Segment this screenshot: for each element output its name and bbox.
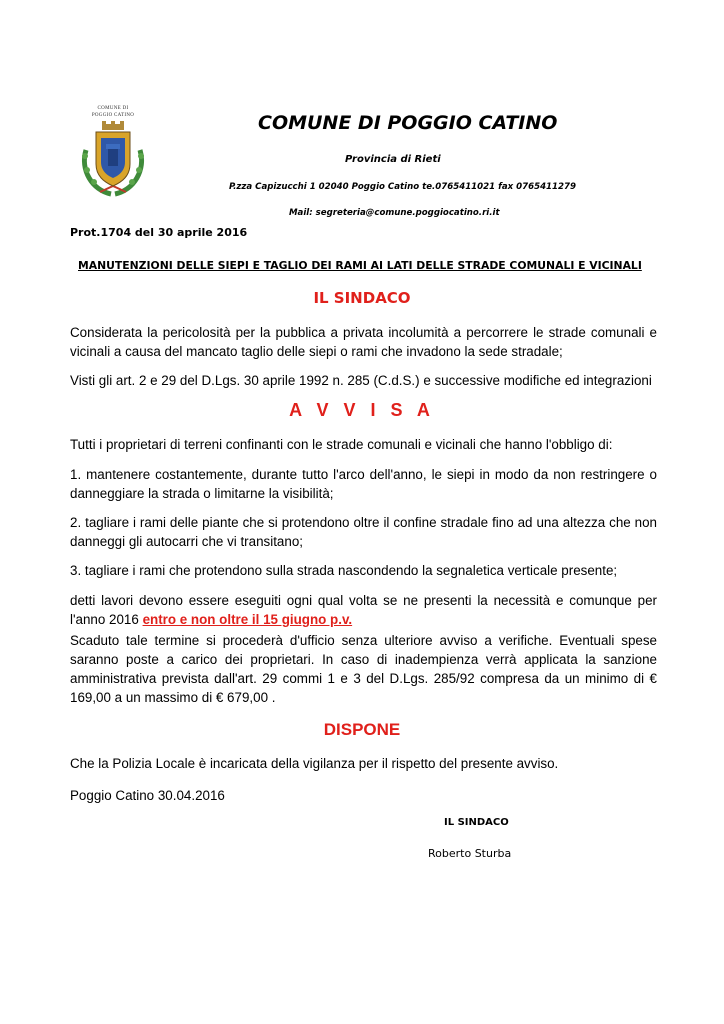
list-item-2: 2. tagliare i rami delle piante che si protendono oltre il confine stradale fino ad una altezza che non danneggi gli autocarri che vi transitano; [70,515,657,549]
paragraph-visti: Visti gli art. 2 e 29 del D.Lgs. 30 aprile 1992 n. 285 (C.d.S.) e successive modifiche ed integrazioni [70,373,652,388]
heading-dispone: DISPONE [323,720,401,739]
works-text: detti lavori devono essere eseguiti ogni qual volta se ne presenti la necessità e comunque per l'anno 2016 [70,593,657,627]
crest-caption-line2: POGGIO CATINO [91,113,135,118]
place-date: Poggio Catino 30.04.2016 [70,788,225,803]
crest-caption-line1: COMUNE DI [97,106,129,111]
page-title: COMUNE DI POGGIO CATINO [258,112,558,134]
crest-shield-icon [76,120,150,198]
mail-line: Mail: segreteria@comune.poggiocatino.ri.it [289,208,500,218]
province-line: Provincia di Rieti [345,154,441,165]
paragraph-considerata: Considerata la pericolosità per la pubblica a privata incolumità a percorrere le strade comunali e vicinali a causa del mancato taglio delle siepi o rami che invadono la sede stradale; [70,325,657,359]
signature-title: IL SINDACO [444,817,509,828]
address-line: P.zza Capizucchi 1 02040 Poggio Catino te.0765411021 fax 0765411279 [229,182,576,192]
municipal-crest [76,106,150,196]
paragraph-dispone: Che la Polizia Locale è incaricata della vigilanza per il rispetto del presente avviso. [70,756,559,771]
paragraph-sanction: Scaduto tale termine si procederà d'ufficio senza ulteriore avviso a verifiche. Eventuali spese saranno poste a carico dei proprietari. In caso di inadempienza verrà applicata la sanzione amministrativa prevista dall'art. 29 commi 1 e 3 del D.Lgs. 285/92 compresa da un minimo di € 169,00 a un massimo di € 679,00 . [70,633,657,705]
list-item-3: 3. tagliare i rami che protendono sulla strada nascondendo la segnaletica verticale presente; [70,563,618,578]
list-item-1: 1. mantenere costantemente, durante tutto l'arco dell'anno, le siepi in modo da non restringere o danneggiare la strada o limitarne la visibilità; [70,467,657,501]
paragraph-intro: Tutti i proprietari di terreni confinanti con le strade comunali e vicinali che hanno l'obbligo di: [70,437,613,452]
protocol-number: Prot.1704 del 30 aprile 2016 [70,226,248,239]
signature-name: Roberto Sturba [428,847,512,860]
paragraph-works [70,591,657,629]
works-deadline: entro e non oltre il 15 giugno p.v. [142,612,353,627]
heading-il-sindaco: IL SINDACO [313,289,411,307]
heading-avvisa: A V V I S A [289,400,435,420]
subject-heading: MANUTENZIONI DELLE SIEPI E TAGLIO DEI RAMI AI LATI DELLE STRADE COMUNALI E VICINALI [78,259,642,272]
